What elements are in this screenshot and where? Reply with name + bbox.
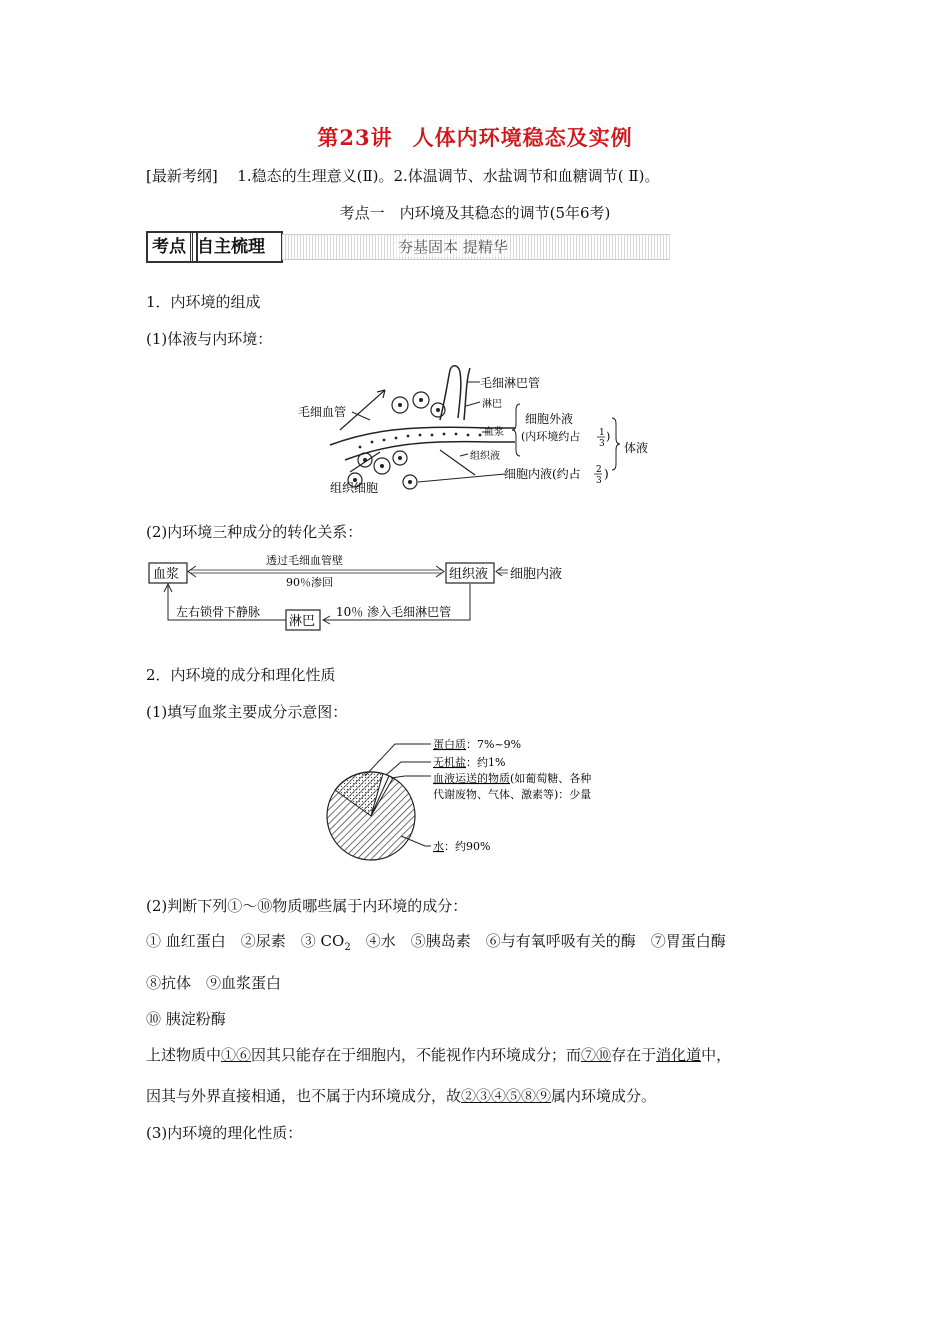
label-through-wall: 透过毛细血管壁 — [266, 554, 343, 567]
label-extra-note: (内环境约占 — [521, 430, 581, 443]
banner-slogan: 夯基固本 提精华 — [398, 238, 508, 256]
frac-extra-den: 3 — [599, 439, 605, 449]
body-fluid-diagram — [290, 360, 670, 502]
page-title — [0, 122, 950, 152]
section-2-heading: 2．内环境的成分和理化性质 — [146, 666, 336, 684]
label-extracellular: 细胞外液 — [525, 412, 574, 426]
section-2-sub3: (3)内环境的理化性质： — [146, 1124, 303, 1142]
answer-blank-1: ①⑥ — [221, 1046, 252, 1064]
label-intracellular: 细胞内液(约占 — [504, 467, 581, 481]
label-intra-close: ) — [604, 467, 609, 481]
label-lymph-capillary: 毛细淋巴管 — [480, 376, 541, 390]
label-into-lymph: 10％ 渗入毛细淋巴管 — [336, 605, 452, 619]
items-line-3: ⑩ 胰淀粉酶 — [146, 1010, 226, 1028]
items-line-2: ⑧抗体 ⑨血浆蛋白 — [146, 974, 282, 992]
items-line-1: ① 血红蛋白 ②尿素 ③ $CO_2$ ④水 ⑤胰岛素 ⑥与有氧呼吸有关的酶 ⑦胃蛋白酶 — [146, 932, 726, 953]
kaodian-heading: 考点一 内环境及其稳态的调节(5年6考) — [339, 204, 611, 222]
exam-outline — [146, 165, 659, 186]
pie-transport-label: 血液运送的物质(如葡萄糖、各种 — [433, 772, 592, 785]
banner-part2: 自主梳理 — [190, 231, 283, 263]
label-body-fluid: 体液 — [624, 441, 649, 455]
lecture-topic: 人体内环境稳态及实例 — [412, 125, 633, 150]
conversion-diagram — [146, 550, 596, 636]
pie-salt-label: 无机盐：约1% — [433, 756, 506, 769]
lecture-number: 第23讲 — [317, 125, 393, 150]
answer-blank-3: 消化道 — [656, 1046, 702, 1064]
banner-part1: 考点 — [146, 231, 198, 263]
box-lymph: 淋巴 — [289, 614, 316, 629]
pie-transport-line2: 代谢废物、气体、激素等)：少量 — [433, 788, 592, 801]
pie-protein-label: 蛋白质：7%~9% — [433, 738, 522, 751]
frac-intra-den: 3 — [596, 476, 602, 486]
answer-line-2: 因其与外界直接相通，也不属于内环境成分，故②③④⑤⑧⑨属内环境成分。 — [146, 1087, 657, 1105]
frac-extra-num: 1 — [599, 428, 605, 438]
box-tissue-fluid: 组织液 — [449, 567, 489, 582]
label-plasma: 血浆 — [484, 427, 504, 438]
frac-intra-num: 2 — [596, 465, 602, 475]
label-tissue-fluid: 组织液 — [470, 451, 500, 462]
label-reabsorb: 90％渗回 — [286, 576, 333, 589]
label-tissue-cells: 组织细胞 — [330, 481, 379, 495]
label-capillary: 毛细血管 — [298, 405, 347, 419]
plasma-pie-diagram — [325, 728, 625, 863]
section-1-sub1: (1)体液与内环境： — [146, 330, 273, 348]
pie-water-label: 水：约90% — [433, 840, 491, 853]
answer-blank-2: ⑦⑩ — [581, 1046, 612, 1064]
section-1-heading: 1．内环境的组成 — [146, 293, 261, 311]
answer-blank-4: ②③④⑤⑧⑨ — [461, 1087, 552, 1105]
label-lymph: 淋巴 — [482, 399, 502, 410]
label-intracellular-fluid: 细胞内液 — [510, 567, 563, 582]
section-1-sub2: (2)内环境三种成分的转化关系： — [146, 523, 363, 541]
exam-outline-label: [最新考纲] — [146, 167, 218, 185]
label-extra-close: ) — [606, 430, 611, 443]
section-2-sub1: (1)填写血浆主要成分示意图： — [146, 703, 348, 721]
label-vein: 左右锁骨下静脉 — [176, 605, 261, 619]
answer-line-1: 上述物质中①⑥因其只能存在于细胞内，不能视作内环境成分；而⑦⑩存在于消化道中， — [146, 1046, 732, 1064]
section-2-sub2: (2)判断下列①～⑩物质哪些属于内环境的成分： — [146, 897, 468, 915]
exam-outline-text: 1.稳态的生理意义(Ⅱ)。2.体温调节、水盐调节和血糖调节( Ⅱ)。 — [237, 167, 660, 185]
box-plasma: 血浆 — [153, 567, 180, 582]
